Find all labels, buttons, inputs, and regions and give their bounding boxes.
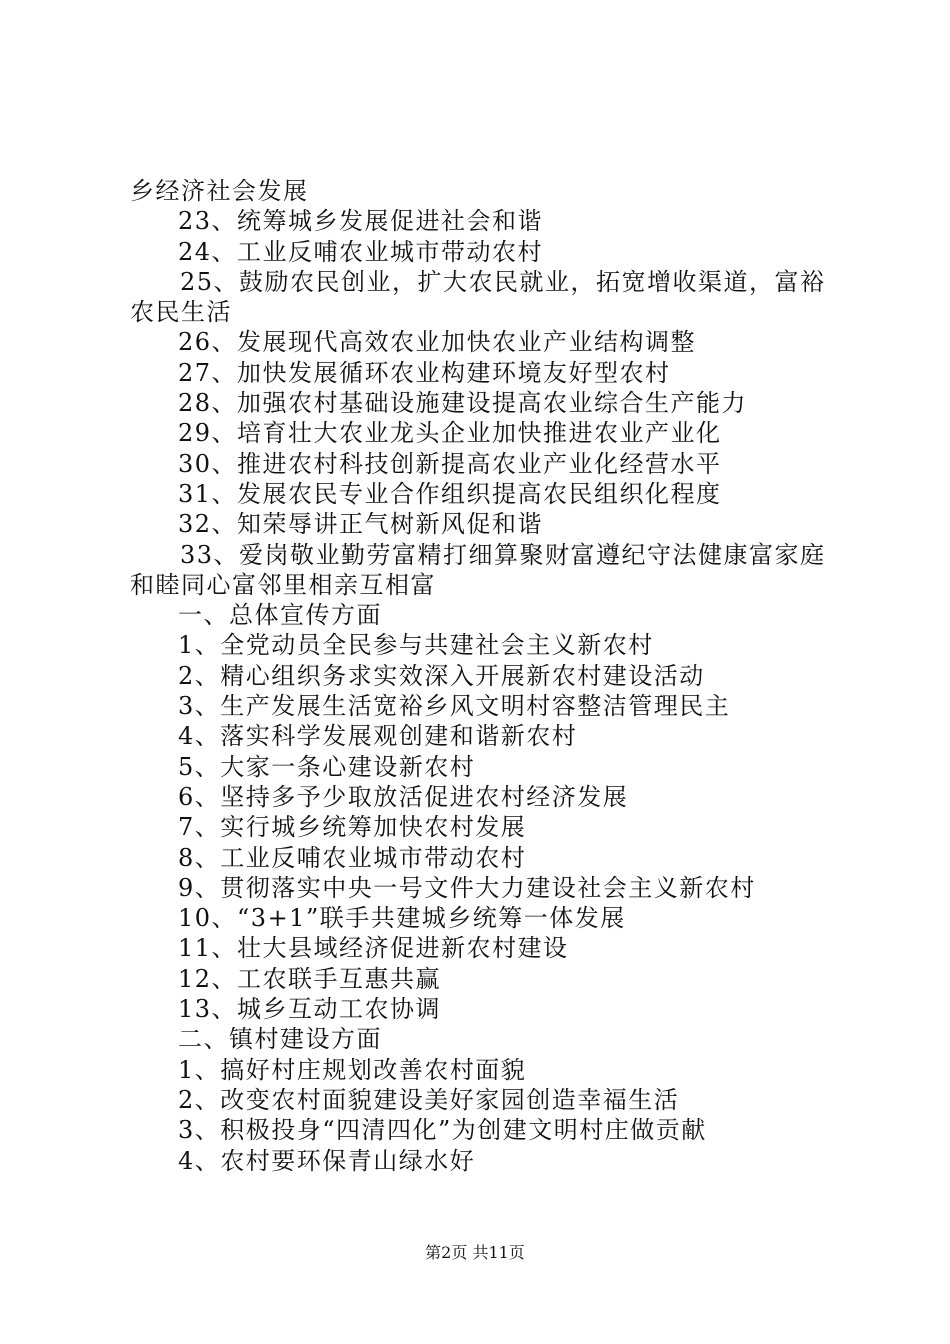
- document-line: 一、总体宣传方面: [178, 601, 382, 630]
- document-line: 1、搞好村庄规划改善农村面貌: [178, 1055, 527, 1084]
- document-line: 5、大家一条心建设新农村: [178, 752, 476, 781]
- document-line: 33、爱岗敬业勤劳富精打细算聚财富遵纪守法健康富家庭: [180, 540, 826, 569]
- document-line: 乡经济社会发展: [130, 177, 309, 205]
- document-line: 27、加快发展循环农业构建环境友好型农村: [178, 358, 671, 387]
- document-line: 23、统筹城乡发展促进社会和谐: [178, 207, 544, 236]
- document-line: 11、壮大县域经济促进新农村建设: [178, 934, 569, 963]
- document-line: 24、工业反哺农业城市带动农村: [178, 237, 544, 266]
- document-line: 2、改变农村面貌建设美好家园创造幸福生活: [178, 1085, 680, 1114]
- document-line: 1、全党动员全民参与共建社会主义新农村: [178, 631, 654, 660]
- document-line: 3、积极投身“四清四化”为创建文明村庄做贡献: [178, 1116, 707, 1145]
- document-line: 9、贯彻落实中央一号文件大力建设社会主义新农村: [178, 873, 756, 902]
- document-line: 28、加强农村基础设施建设提高农业综合生产能力: [178, 389, 748, 418]
- document-line: 8、工业反哺农业城市带动农村: [178, 843, 527, 872]
- document-body: [130, 176, 830, 1176]
- document-line: 29、培育壮大农业龙头企业加快推进农业产业化: [178, 419, 722, 448]
- document-line: 农民生活: [130, 298, 232, 327]
- document-line: 7、实行城乡统筹加快农村发展: [178, 813, 527, 842]
- document-line: 4、落实科学发展观创建和谐新农村: [178, 722, 578, 751]
- document-line: 32、知荣辱讲正气树新风促和谐: [178, 510, 544, 539]
- document-line: 25、鼓励农民创业，扩大农民就业，拓宽增收渠道，富裕: [180, 267, 826, 296]
- document-line: 2、精心组织务求实效深入开展新农村建设活动: [178, 661, 705, 690]
- document-line: 6、坚持多予少取放活促进农村经济发展: [178, 782, 629, 811]
- document-line: 4、农村要环保青山绿水好: [178, 1146, 476, 1175]
- document-line: 12、工农联手互惠共赢: [178, 964, 442, 993]
- page-footer: 第2页 共11页: [425, 1243, 525, 1262]
- document-line: 31、发展农民专业合作组织提高农民组织化程度: [178, 479, 722, 508]
- document-line: 和睦同心富邻里相亲互相富: [130, 570, 436, 599]
- document-line: 10、“3+1”联手共建城乡统筹一体发展: [178, 904, 626, 933]
- document-line: 30、推进农村科技创新提高农业产业化经营水平: [178, 449, 722, 478]
- document-line: 13、城乡互动工农协调: [178, 995, 442, 1024]
- document-line: 二、镇村建设方面: [178, 1025, 382, 1054]
- document-line: 3、生产发展生活宽裕乡风文明村容整洁管理民主: [178, 692, 731, 721]
- document-line: 26、发展现代高效农业加快农业产业结构调整: [178, 328, 697, 357]
